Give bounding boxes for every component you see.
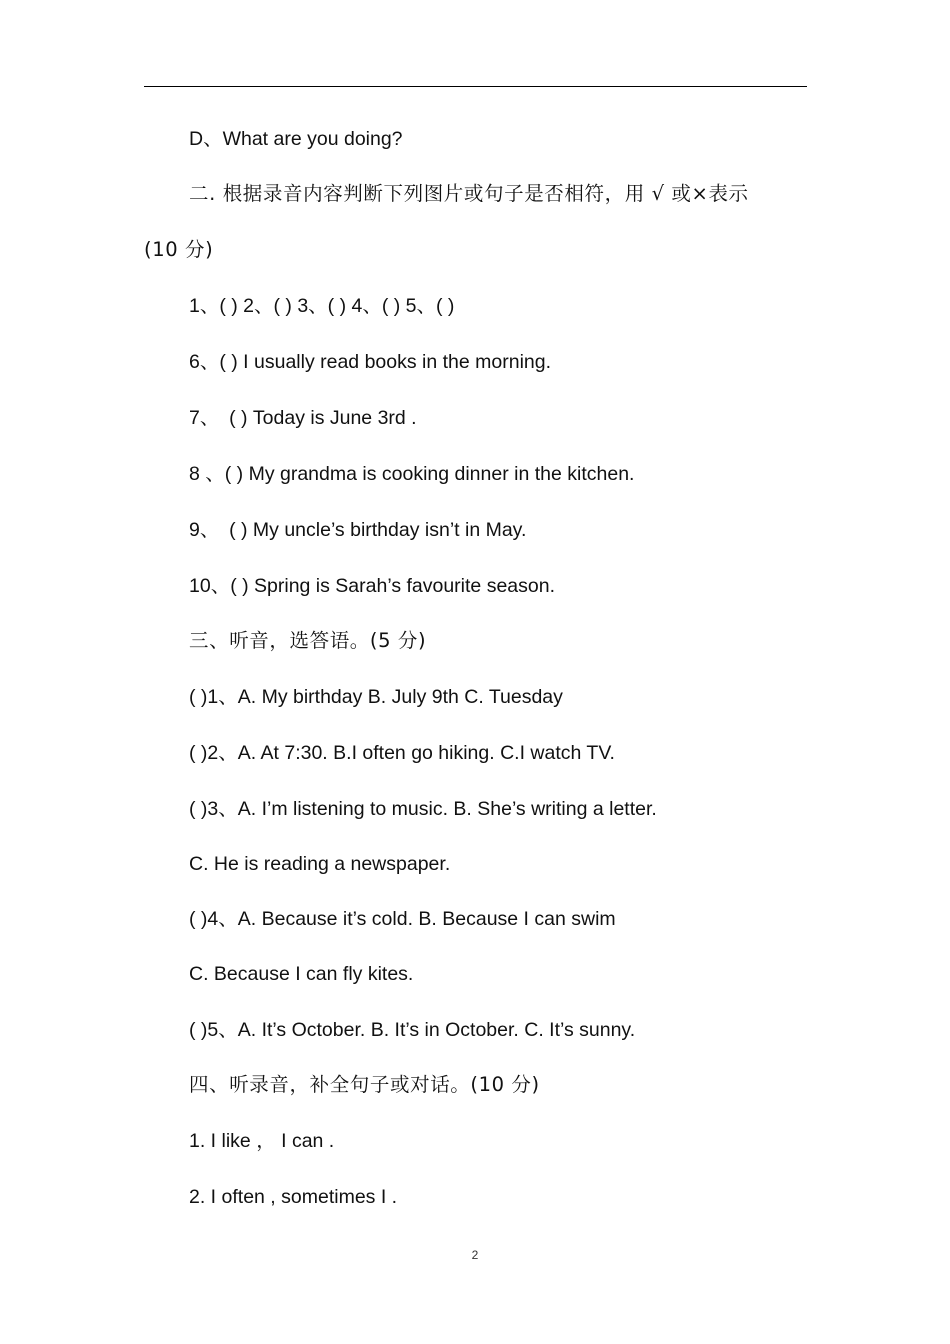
section-3-heading: 三、听音，选答语。(5 分) [189,629,427,652]
choice-question-2: ( )2、A. At 7:30. B.I often go hiking. C.I watch TV. [189,742,615,764]
question-7: 7、 ( ) Today is June 3rd . [189,407,417,429]
choice-question-3-option-c: C. He is reading a newspaper. [189,853,451,875]
choice-question-5: ( )5、A. It’s October. B. It’s in October. C. It’s sunny. [189,1019,636,1041]
section-2-heading: 二. 根据录音内容判断下列图片或句子是否相符，用 √ 或×表示 [189,182,749,205]
question-10: 10、( ) Spring is Sarah’s favourite season. [189,575,555,597]
option-d-line: D、What are you doing? [189,128,403,150]
section-4-heading: 四、听录音，补全句子或对话。(10 分) [189,1073,540,1096]
choice-question-3: ( )3、A. I’m listening to music. B. She’s writing a letter. [189,798,657,820]
choice-question-4-option-c: C. Because I can fly kites. [189,963,414,985]
section-2-score: (10 分) [144,238,214,261]
question-8: 8 、( ) My grandma is cooking dinner in the kitchen. [189,463,635,485]
question-list-1-5: 1、( ) 2、( ) 3、( ) 4、( ) 5、( ) [189,295,455,317]
question-6: 6、( ) I usually read books in the morning. [189,351,552,373]
fill-in-sentence-1: 1. I like ， I can . [189,1130,335,1152]
page-number: 2 [471,1248,479,1262]
choice-question-1: ( )1、A. My birthday B. July 9th C. Tuesday [189,686,563,708]
fill-in-sentence-2: 2. I often , sometimes I . [189,1186,398,1208]
question-9: 9、 ( ) My uncle’s birthday isn’t in May. [189,519,527,541]
header-rule [144,86,807,87]
choice-question-4: ( )4、A. Because it’s cold. B. Because I can swim [189,908,616,930]
